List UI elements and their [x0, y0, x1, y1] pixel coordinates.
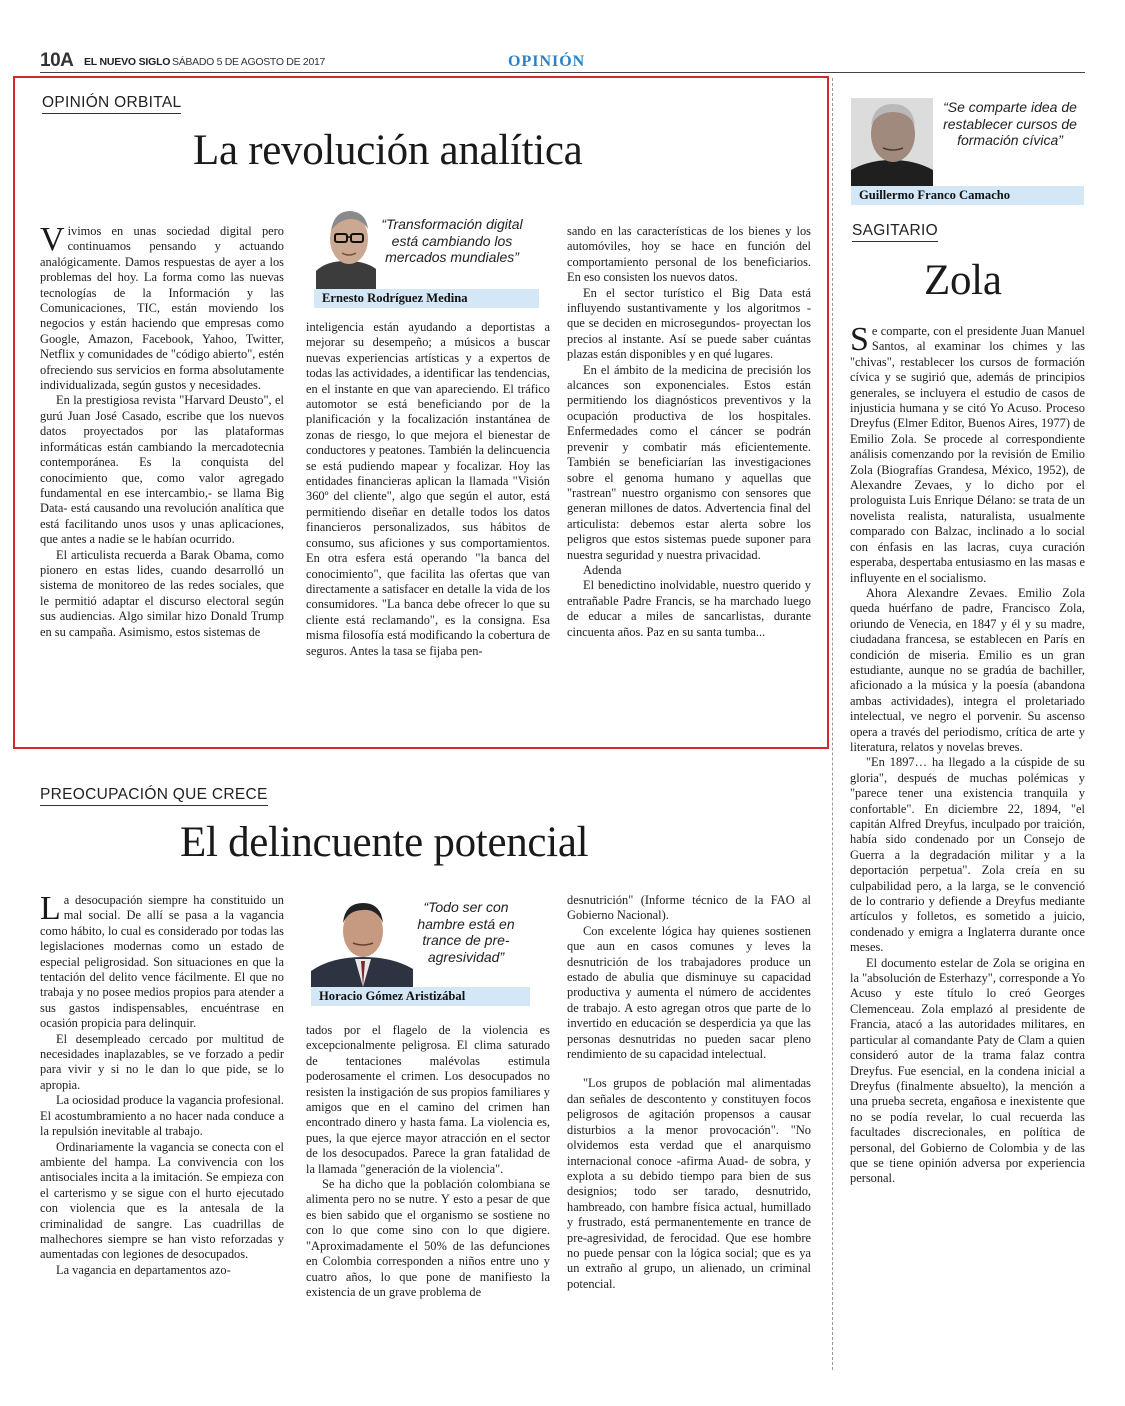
author-quote: “Se comparte idea de restablecer cursos de formación cívica” — [943, 99, 1077, 148]
paragraph: inteligencia están ayudando a deportistas a mejorar su desempeño; a músicos a buscar nuevas experiencias artísticas y a expertos de todas las actividades, a identificar las tendencias, en el instante en que van apareciendo. El tráfico automotor se está beneficiando por de la planificación y la focalización instantánea de zonas de riesgo, lo que mejora el bienestar de conductores y peatones. También la delincuencia se está pudiendo mapear y focalizar. Hoy las entidades financieras aplican la llamada "Visión 360º del cliente", algo que según el autor, está permitiendo diseñar en detalle todos los datos financieros personalizados, sus hábitos de consumo, sus aficiones y sus comportamientos. En otra esfera está operando "la banca del conocimiento", que facilita las ofertas que van directamente a satisfacer en detalle la vida de los consumidores. "La banca debe ofrecer lo que su cliente está reclamando", es la consigna. Esa misma filosofía está modificando la cobertura de seguros. Antes la tasa se fijaba pen- — [306, 320, 550, 658]
column-divider — [832, 78, 833, 1370]
author-photo — [311, 895, 413, 987]
paragraph: a desocupación siempre ha constituido un mal social. De allí se pasa a la vagancia como hábito, lo cual es considerado por todas las legislaciones modernas como un estado de especial peligrosidad. Son situaciones en que la tentación del delito vence fácilmente. El que no trabaja y no posee medios propios para atender a sus gastos indispensables, encuéntrase en ocasión propicia para delinquir. — [40, 893, 284, 1031]
issue-date: SÁBADO 5 DE AGOSTO DE 2017 — [172, 56, 326, 68]
paragraph: "En 1897… ha llegado a la cúspide de su gloria", después de muchas polémicas y "parece tener una existencia tranquila y confortable". En diciembre 22, 1894, "el capitán Alfred Dreyfus, inculpado por traición, había sido condenado por un Consejo de Guerra a la degradación militar y a la deportación perpetua". Zola creía en su culpabilidad pero, a la larga, se le convenció de lo contrario y defiende a Dreyfus mediante artículos y folletos, es sometido a juicio, condenado y emigra a Inglaterra durante once meses. — [850, 755, 1085, 955]
article3-body — [850, 321, 1085, 1187]
paragraph: Se ha dicho que la población colombiana se alimenta pero no se nutre. Y esto a pesar de que es bien sabido que el organismo se sostiene no con lo que come sino con lo que digiere. "Aproximadamente el 50% de las defunciones en Colombia corresponden a niños entre uno y cuatro años, lo que pone de manifiesto la existencia de un grave problema de — [306, 1177, 550, 1299]
article2-col3 — [567, 893, 811, 1292]
article2-col2 — [306, 1023, 550, 1300]
paragraph: Con excelente lógica hay quienes sostienen que aun en casos comunes y leves la desnutrición de los trabajadores produce un estado de abulia que disminuye su capacidad productiva y aumenta el número de accidentes de trabajo. A esto agregan otros que parte de lo invertido en educación se desperdicia ya que las personas desnutridas no pueden sacar pleno rendimiento de su capacidad intelectual. — [567, 923, 811, 1062]
paragraph: Ordinariamente la vagancia se conecta con el ambiente del hampa. La convivencia con los antisociales incita a la imitación. Se empieza con el carterismo y se sigue con el hurto ejecutado con violencia que es la antesala de la criminalidad de sangre. Las cuadrillas de malhechores siempre se han visto reforzadas y aumentadas con legiones de desocupados. — [40, 1139, 284, 1262]
author-name: Ernesto Rodríguez Medina — [314, 289, 539, 308]
paragraph: sando en las características de los bienes y los automóviles, hoy se hace en función del comportamiento personal de los beneficiarios. En eso consisten los nuevos datos. — [567, 224, 811, 285]
paragraph: Ahora Alexandre Zevaes. Emilio Zola queda huérfano de padre, Francisco Zola, oriundo de Venecia, en 1847 y él y su madre, ciudadana francesa, se establecen en París en condición de miseria. Emilio es un gran estudiante, aunque no se gradúa de bachiller, aficionado a la música y la poesía (abandona ambas actividades), integra el proletariado intelectual, ve negro el porvenir. Su ascenso opera a través del periodismo, crítica de arte y literatura, relatos y novelas breves. — [850, 585, 1085, 754]
paragraph: La vagancia en departamentos azo- — [56, 1262, 231, 1277]
paragraph: desnutrición" (Informe técnico de la FAO al Gobierno Nacional). — [567, 893, 811, 923]
author-name: Horacio Gómez Aristizábal — [311, 987, 530, 1006]
dropcap: S — [850, 321, 869, 358]
page-number: 10A — [40, 50, 74, 71]
paragraph: El desempleado cercado por multitud de necesidades inaplazables, se ve forzado a pedir para vivir y si no le dan lo que pide, se lo apropia. — [40, 1031, 284, 1092]
author-name: Guillermo Franco Camacho — [851, 186, 1084, 205]
section-label: OPINIÓN — [508, 53, 586, 70]
author-photo — [851, 98, 933, 186]
article1-col2 — [306, 320, 550, 659]
article1-col1 — [40, 221, 284, 640]
article2-col1 — [40, 890, 284, 1278]
dropcap: V — [40, 221, 65, 258]
paragraph: En el sector turístico el Big Data está influyendo sustantivamente y los algoritmos -que se deciden en microsegundos- proyectan los precios al instante. Así se puede saber cuántas plazas están disponibles y en qué lugares. — [567, 285, 811, 362]
paragraph: En el ámbito de la medicina de precisión los alcances son exponenciales. Estos están permitiendo los diagnósticos preventivos y la ocupación productiva de los hospitales. Enfermedades como el cáncer se podrán prevenir y combatir más eficientemente. También se beneficiarían las investigaciones sobre el genoma humano y aquellas que "rastrean" nuestro organismo con sensores que generan millones de datos. Advertencia final del articulista: debemos estar alerta sobre los peligros que estos sistemas puede suponer para nuestra seguridad y nuestra privacidad. — [567, 362, 811, 562]
author-quote: “Todo ser con hambre está en trance de pre-agresividad” — [417, 899, 515, 965]
article3-kicker: SAGITARIO — [852, 222, 938, 242]
paragraph: La ociosidad produce la vagancia profesional. El acostumbramiento a no hacer nada conduce a la repulsión inevitable al trabajo. — [40, 1093, 284, 1139]
author-portrait-icon — [311, 895, 413, 987]
article1-col3 — [567, 224, 811, 640]
dropcap: L — [40, 890, 61, 927]
article3-headline: Zola — [924, 257, 1002, 304]
paragraph: tados por el flagelo de la violencia es excepcionalmente peligrosa. El clima saturado de tentaciones malévolas estimula poderosamente el crimen. Los desocupados no resisten la instigación de sus propios familiares y amigos que en el camino del crimen han encontrado dinero y hasta fama. La violencia es, pues, la que ejerce mayor atracción en el sector de los desocupados. Parece la gran fatalidad de la llamada "generación de la violencia". — [306, 1023, 550, 1176]
paragraph: e comparte, con el presidente Juan Manuel Santos, al examinar los chimes y las "chivas", restablecer los cursos de formación cívica y se sugirió que, además de principios generales, se incluyera el estudio de casos de injusticia humana y se citó Yo Acuso. Proceso Dreyfus (Elmer Editor, Buenos Aires, 1977) de Emilio Zola. Se procede al correspondiente análisis comenzando por la revisión de Emilio Zola (Biografías Grandesa, México, 1952), de Alexandre Zevaes, y lo dicho por el prologuista Luis Enrique Délano: se trata de un novelista realista, naturalista, usualmente comparado con Balzac, inclinado a lo social con énfasis en las lacras, cuya curación esperaba, despertaba entusiasmo en las masas e influyente en el socialismo. — [850, 324, 1085, 585]
author-portrait-icon — [316, 203, 376, 289]
paragraph: ivimos en unas sociedad digital pero continuamos pensando y actuando analógicamente. Damos respuestas de ayer a los problemas del hoy. La forma como las nuevas tecnologías de la Información y las Comunicaciones, TIC, están moviendo los negocios y están haciendo que empresas como Google, Amazon, Facebook, Yahoo, Twitter, Netflix y comunidades de "código abierto", estén ofreciendo sus servicios en forma absolutamente individualizada, según gustos y necesidades. — [40, 224, 284, 393]
paragraph: El benedictino inolvidable, nuestro querido y entrañable Padre Francis, se ha marchado luego de educar a miles de sancarlistas, durante cincuenta años. Paz en su santa tumba... — [567, 578, 811, 639]
paragraph: En la prestigiosa revista "Harvard Deusto", el gurú Juan José Casado, escribe que los nuevos datos proyectados por las plataformas informáticas están cambiando la mercadotecnia contemporánea. Es la conquista del conocimiento que, como valor agregado fundamental en ese intercambio,- se llama Big Data- está causando una revolución analítica que está facilitando unos usos y unas aplicaciones, que antes a nadie se le habían ocurrido. — [40, 393, 284, 547]
paragraph: El documento estelar de Zola se origina en la "absolución de Esterhazy", corresponde a Yo Acuso y este título lo creó Georges Clemenceau. Zola emplazó al presidente de Francia, atacó a las autoridades militares, en particular al comandante Paty de Clam a quien consideró autor de la trama falaz contra Dreyfus. Fue esencial, en la condena inicial a Dreyfus (finalmente absuelto), la mención a una prueba secreta, engañosa e inexistente que no se podía revelar, lo cual recuerda las facultades discrecionales, en política de personal, del Gobierno de Colombia y de las que se tiene opinión adversa por experiencia personal. — [850, 955, 1085, 1186]
paragraph: "Los grupos de población mal alimentadas dan señales de descontento y constituyen focos peligrosos de agitación propensos a causar disturbios a la menor provocación". "No olvidemos esta verdad que el anarquismo internacional conoce -afirma Auad- de sobra, y explota a su debido tiempo para bien de sus designios; todo ser tarado, desnutrido, hambreado, con hambre física actual, humillado y frustrado, está permanentemente en trance de pre-agresividad, de ferocidad. Que ese hombre no puede pensar con la lógica social; que es ya un extraño al grupo, un alienado, un criminal potencial. — [567, 1076, 811, 1291]
article2-kicker: PREOCUPACIÓN QUE CRECE — [40, 786, 268, 806]
paragraph: El articulista recuerda a Barak Obama, como pionero en estas lides, cuando desarrolló un sistema de monitoreo de las redes sociales, que le permitió adaptar el discurso electoral según sus audiencias. Algo similar hizo Donald Trump en su campaña. Asimismo, estos sistemas de — [40, 547, 284, 639]
author-portrait-icon — [851, 98, 933, 186]
top-rule — [40, 72, 1085, 73]
article1-headline: La revolución analítica — [193, 127, 583, 174]
article2-headline: El delincuente potencial — [180, 819, 589, 866]
newspaper-name: EL NUEVO SIGLO — [84, 56, 171, 68]
paragraph: Adenda — [583, 562, 622, 577]
author-quote: “Transformación digital está cambiando los mercados mundiales” — [381, 216, 523, 265]
author-photo — [316, 203, 376, 289]
article1-kicker: OPINIÓN ORBITAL — [42, 94, 181, 114]
